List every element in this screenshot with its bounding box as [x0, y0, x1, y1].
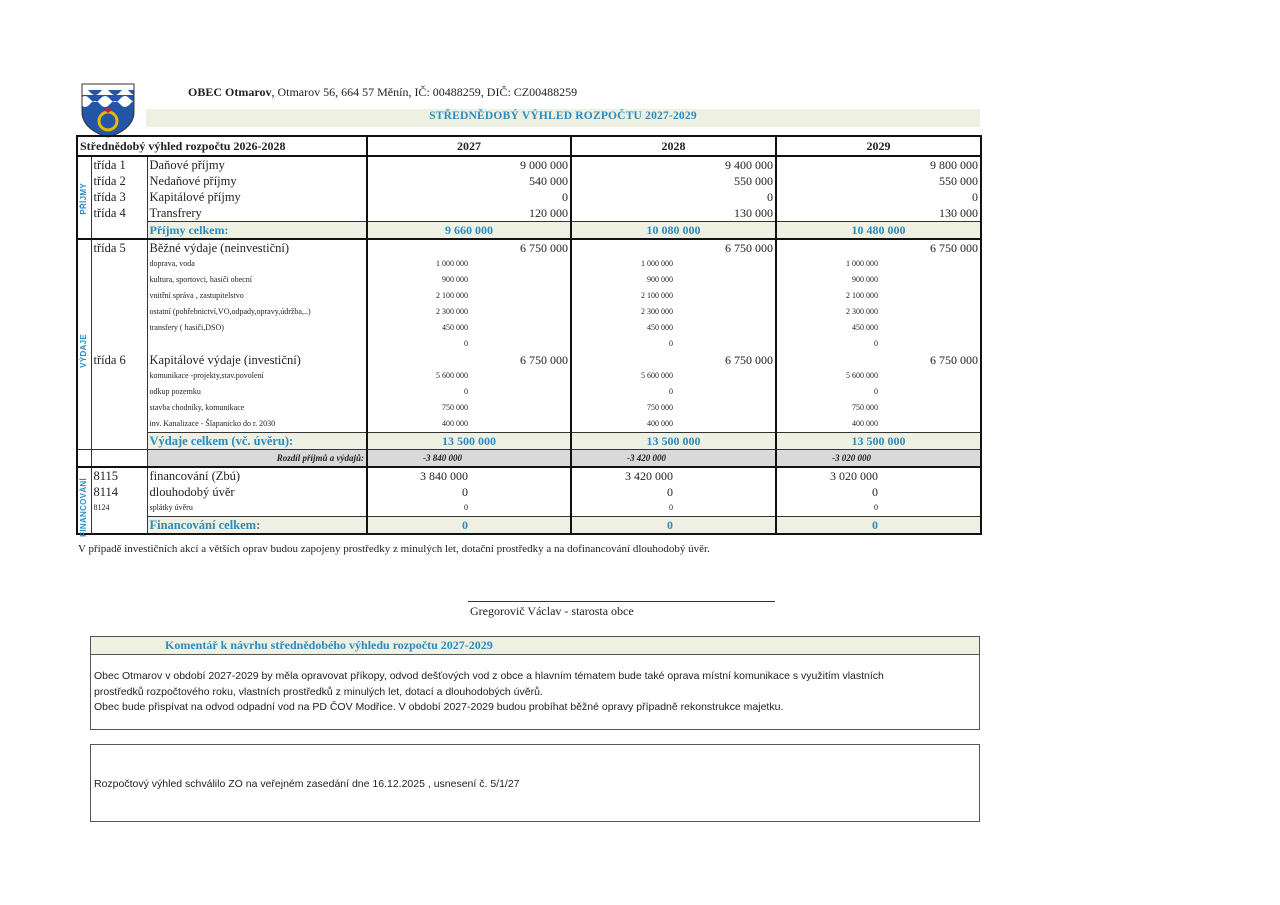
row-value: 6 750 000: [571, 352, 776, 368]
organization-name: OBEC Otmarov: [188, 85, 272, 99]
item-value: 900 000: [776, 272, 981, 288]
comment-title: Komentář k návrhu střednědobého výhledu rozpočtu 2027-2029: [165, 638, 493, 652]
row-value: 0: [776, 484, 981, 500]
row-value: 6 750 000: [776, 239, 981, 256]
total-value: 10 480 000: [776, 222, 981, 240]
row-value: 6 750 000: [367, 239, 571, 256]
income-section-cell: [77, 156, 91, 239]
row-value: 550 000: [776, 173, 981, 189]
item-value: 0: [367, 336, 571, 352]
difference-value: -3 020 000: [776, 450, 981, 468]
row-value: 6 750 000: [571, 239, 776, 256]
row-code: třída 4: [91, 205, 147, 222]
table-row: [77, 500, 981, 517]
financing-section-label: FINANCOVÁNÍ: [79, 477, 88, 537]
item-label: kultura, sportovci, hasiči obecní: [147, 272, 367, 288]
item-value: 2 100 000: [367, 288, 571, 304]
financing-section-cell: [77, 467, 91, 534]
expense-total-row: [77, 433, 981, 450]
row-value: 550 000: [571, 173, 776, 189]
item-value: 450 000: [776, 320, 981, 336]
coat-of-arms-logo: [80, 82, 136, 138]
row-label: Nedaňové příjmy: [147, 173, 367, 189]
row-label: Daňové příjmy: [147, 156, 367, 173]
item-value: 400 000: [571, 416, 776, 433]
item-value: 2 100 000: [776, 288, 981, 304]
row-label: Kapitálové příjmy: [147, 189, 367, 205]
total-value: 0: [571, 517, 776, 535]
table-row: [77, 336, 981, 352]
item-label: [147, 336, 367, 352]
total-value: 13 500 000: [367, 433, 571, 450]
row-value: 6 750 000: [367, 352, 571, 368]
row-value: 0: [367, 484, 571, 500]
organization-header: [188, 85, 577, 100]
row-value: 3 020 000: [776, 467, 981, 484]
item-label: ostatní (pohřebnictví,VO,odpady,opravy,údržba,..): [147, 304, 367, 320]
row-label: splátky úvěru: [147, 500, 367, 517]
table-header-label: Střednědobý výhled rozpočtu 2026-2028: [77, 136, 367, 156]
item-value: 1 000 000: [776, 256, 981, 272]
item-label: doprava, voda: [147, 256, 367, 272]
year-header: 2028: [571, 136, 776, 156]
item-value: 2 100 000: [571, 288, 776, 304]
table-row: [77, 484, 981, 500]
item-value: 5 600 000: [367, 368, 571, 384]
row-value: 9 400 000: [571, 156, 776, 173]
budget-table: [76, 135, 982, 535]
total-label: Příjmy celkem:: [147, 222, 367, 240]
item-label: vnitřní správa , zastupitelstvo: [147, 288, 367, 304]
row-code: třída 5: [91, 239, 147, 256]
table-row: [77, 384, 981, 400]
item-value: 900 000: [367, 272, 571, 288]
total-value: 13 500 000: [776, 433, 981, 450]
signature-name: Gregorovič Václav - starosta obce: [470, 604, 634, 618]
row-value: 9 800 000: [776, 156, 981, 173]
table-row: [77, 173, 981, 189]
row-code: 8115: [91, 467, 147, 484]
income-section-label: PŘÍJMY: [79, 182, 88, 215]
total-value: 9 660 000: [367, 222, 571, 240]
row-code: 8114: [91, 484, 147, 500]
item-value: 0: [571, 384, 776, 400]
item-label: transfery ( hasiči,DSO): [147, 320, 367, 336]
difference-row: [77, 450, 981, 468]
row-code: třída 6: [91, 352, 147, 368]
table-row: [77, 272, 981, 288]
item-value: 750 000: [776, 400, 981, 416]
row-value: 0: [571, 484, 776, 500]
item-value: 2 300 000: [776, 304, 981, 320]
row-label: dlouhodobý úvěr: [147, 484, 367, 500]
row-value: 0: [571, 500, 776, 517]
row-code: 8124: [91, 500, 147, 517]
item-value: 1 000 000: [571, 256, 776, 272]
row-code: třída 3: [91, 189, 147, 205]
item-value: 900 000: [571, 272, 776, 288]
item-label: inv. Kanalizace - Šlapanicko do r. 2030: [147, 416, 367, 433]
table-row: [77, 189, 981, 205]
table-row: [77, 256, 981, 272]
total-value: 0: [367, 517, 571, 535]
table-row: [77, 320, 981, 336]
item-value: 400 000: [776, 416, 981, 433]
table-row: [77, 400, 981, 416]
item-value: 2 300 000: [367, 304, 571, 320]
item-value: 750 000: [571, 400, 776, 416]
comment-line: Obec Otmarov v období 2027-2029 by měla opravovat příkopy, odvod dešťových vod z obce a hlavním tématem bude také oprava místní komunikace s využitím vlastních: [94, 670, 884, 682]
table-row: [77, 352, 981, 368]
row-value: 130 000: [571, 205, 776, 222]
table-row: [77, 205, 981, 222]
item-value: 0: [776, 336, 981, 352]
row-label: financování (Zbú): [147, 467, 367, 484]
comment-line: prostředků rozpočtového roku, vlastních prostředků z minulých let, dotací a dlouhodobých úvěrů.: [94, 686, 543, 698]
expense-section-label: VÝDAJE: [79, 334, 88, 368]
row-value: 0: [571, 189, 776, 205]
comment-line: Obec bude přispívat na odvod odpadní vod na PD ČOV Modřice. V období 2027-2029 budou probíhat běžné opravy případně rekonstrukce majetku.: [94, 701, 784, 713]
financing-total-row: [77, 517, 981, 535]
table-row: [77, 304, 981, 320]
empty-cell: [91, 222, 147, 240]
difference-value: -3 420 000: [571, 450, 776, 468]
item-value: 0: [776, 384, 981, 400]
item-value: 1 000 000: [367, 256, 571, 272]
item-value: 750 000: [367, 400, 571, 416]
total-value: 13 500 000: [571, 433, 776, 450]
row-code: třída 2: [91, 173, 147, 189]
funding-note: V případě investičních akcí a větších oprav budou zapojeny prostředky z minulých let, dotační prostředky a na dofinancování dlouhodobý úvěr.: [78, 543, 710, 555]
table-row: [77, 239, 981, 256]
table-row: [77, 156, 981, 173]
row-label: Běžné výdaje (neinvestiční): [147, 239, 367, 256]
year-header: 2027: [367, 136, 571, 156]
item-label: odkup pozemku: [147, 384, 367, 400]
row-value: 540 000: [367, 173, 571, 189]
income-total-row: [77, 222, 981, 240]
item-label: komunikace -projekty,stav.povolení: [147, 368, 367, 384]
item-value: 5 600 000: [571, 368, 776, 384]
row-value: 0: [776, 500, 981, 517]
table-row: [77, 467, 981, 484]
item-value: 450 000: [571, 320, 776, 336]
table-row: [77, 416, 981, 433]
row-value: 130 000: [776, 205, 981, 222]
item-label: stavba chodníky, komunikace: [147, 400, 367, 416]
total-value: 10 080 000: [571, 222, 776, 240]
signature-line: [468, 601, 775, 602]
expense-section-cell: [77, 239, 91, 450]
item-value: 5 600 000: [776, 368, 981, 384]
row-value: 120 000: [367, 205, 571, 222]
item-value: 450 000: [367, 320, 571, 336]
approval-text: Rozpočtový výhled schválilo ZO na veřejném zasedání dne 16.12.2025 , usnesení č. 5/1/27: [94, 778, 520, 790]
item-value: 2 300 000: [571, 304, 776, 320]
difference-label: Rozdíl příjmů a výdajů:: [147, 450, 367, 468]
item-value: 0: [367, 384, 571, 400]
table-header-row: [77, 136, 981, 156]
total-label: Financování celkem:: [147, 517, 367, 535]
row-value: 0: [367, 500, 571, 517]
row-value: 9 000 000: [367, 156, 571, 173]
row-value: 6 750 000: [776, 352, 981, 368]
row-code: třída 1: [91, 156, 147, 173]
item-value: 0: [571, 336, 776, 352]
document-title: STŘEDNĚDOBÝ VÝHLED ROZPOČTU 2027-2029: [429, 110, 697, 122]
row-label: Transfrery: [147, 205, 367, 222]
total-label: Výdaje celkem (vč. úvěru):: [147, 433, 367, 450]
row-value: 3 420 000: [571, 467, 776, 484]
year-header: 2029: [776, 136, 981, 156]
organization-details: , Otmarov 56, 664 57 Měnín, IČ: 00488259, DIČ: CZ00488259: [271, 85, 578, 99]
row-value: 0: [776, 189, 981, 205]
row-value: 0: [367, 189, 571, 205]
row-label: Kapitálové výdaje (investiční): [147, 352, 367, 368]
total-value: 0: [776, 517, 981, 535]
table-row: [77, 368, 981, 384]
item-value: 400 000: [367, 416, 571, 433]
table-row: [77, 288, 981, 304]
row-value: 3 840 000: [367, 467, 571, 484]
difference-value: -3 840 000: [367, 450, 571, 468]
